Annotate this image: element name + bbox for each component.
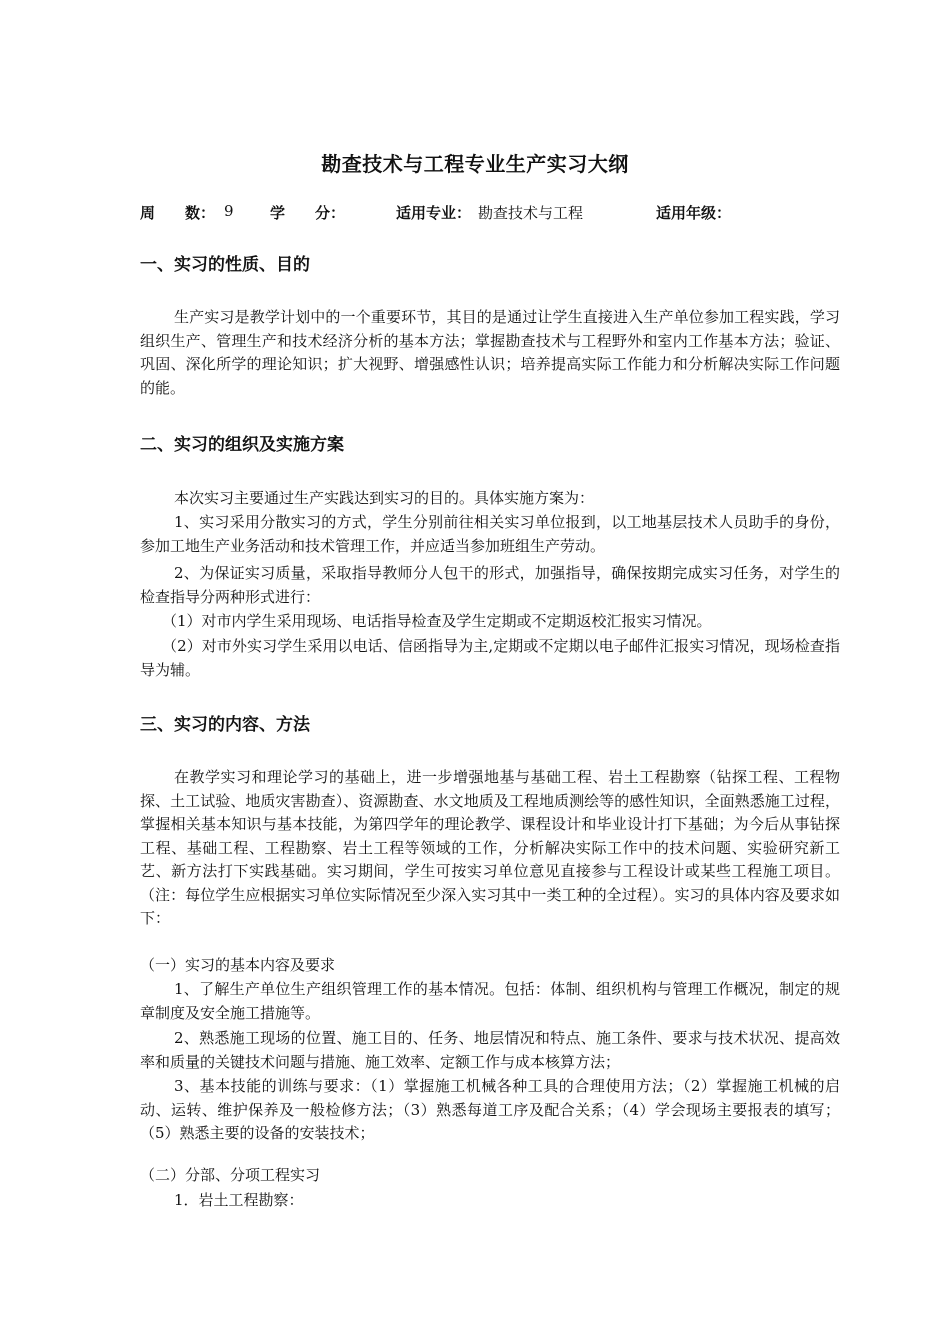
paragraph: 1、了解生产单位生产组织管理工作的基本情况。包括：体制、组织机构与管理工作概况，制定的规章制度及安全施工措施等。 bbox=[140, 980, 840, 1022]
grade-label: 适用年级： bbox=[656, 204, 732, 222]
weeks-label: 周 数： bbox=[140, 204, 216, 222]
subsection-heading: （一）实习的基本内容及要求 bbox=[140, 956, 336, 974]
subsection-heading: （二）分部、分项工程实习 bbox=[140, 1166, 321, 1184]
paragraph: 3、基本技能的训练与要求：（1）掌握施工机械各种工具的合理使用方法；（2）掌握施工机械的启动、运转、维护保养及一般检修方法；（3）熟悉每道工序及配合关系；（4）学会现场主要报表的填写；（5）熟悉主要的设备的安装技术； bbox=[140, 1077, 840, 1142]
paragraph: 2、熟悉施工现场的位置、施工目的、任务、地层情况和特点、施工条件、要求与技术状况、提高效率和质量的关键技术问题与措施、施工效率、定额工作与成本核算方法； bbox=[140, 1029, 840, 1071]
paragraph: （2）对市外实习学生采用以电话、信函指导为主,定期或不定期以电子邮件汇报实习情况，现场检查指导为辅。 bbox=[140, 637, 840, 679]
section-heading: 三、实习的内容、方法 bbox=[140, 715, 310, 735]
section-heading: 二、实习的组织及实施方案 bbox=[140, 435, 344, 455]
major-value: 勘查技术与工程 bbox=[478, 204, 584, 222]
paragraph: 本次实习主要通过生产实践达到实习的目的。具体实施方案为： bbox=[174, 489, 595, 507]
paragraph: 2、为保证实习质量，采取指导教师分人包干的形式，加强指导，确保按期完成实习任务，对学生的检查指导分两种形式进行： bbox=[140, 564, 840, 606]
paragraph: 在教学实习和理论学习的基础上，进一步增强地基与基础工程、岩土工程勘察（钻探工程、工程物探、土工试验、地质灾害勘查）、资源勘查、水文地质及工程地质测绘等的感性知识，全面熟悉施工过程，掌握相关基本知识与基本技能，为第四学年的理论教学、课程设计和毕业设计打下基础；为今后从事钻探工程、基础工程、工程勘察、岩土工程等领域的工作，分析解决实际工作中的技术问题、实验研究新工艺、新方法打下实践基础。实习期间，学生可按实习单位意见直接参与工程设计或某些工程施工项目。（注：每位学生应根据实习单位实际情况至少深入实习其中一类工种的全过程）。实习的具体内容及要求如下： bbox=[140, 768, 840, 927]
paragraph: 1．岩土工程勘察： bbox=[174, 1191, 304, 1209]
paragraph: （1）对市内学生采用现场、电话指导检查及学生定期或不定期返校汇报实习情况。 bbox=[162, 612, 712, 630]
paragraph: 生产实习是教学计划中的一个重要环节，其目的是通过让学生直接进入生产单位参加工程实践，学习组织生产、管理生产和技术经济分析的基本方法；掌握勘查技术与工程野外和室内工作基本方法；验证、巩固、深化所学的理论知识；扩大视野、增强感性认识；培养提高实际工作能力和分析解决实际工作问题的能。 bbox=[140, 308, 840, 397]
major-label: 适用专业： bbox=[396, 204, 472, 222]
section-heading: 一、实习的性质、目的 bbox=[140, 255, 310, 275]
paragraph: 1、实习采用分散实习的方式，学生分别前往相关实习单位报到，以工地基层技术人员助手的身份，参加工地生产业务活动和技术管理工作，并应适当参加班组生产劳动。 bbox=[140, 513, 840, 555]
credits-label: 学 分： bbox=[270, 204, 346, 222]
weeks-value: 9 bbox=[224, 202, 234, 220]
document-title: 勘查技术与工程专业生产实习大纲 bbox=[321, 152, 629, 176]
course-meta bbox=[140, 202, 840, 224]
